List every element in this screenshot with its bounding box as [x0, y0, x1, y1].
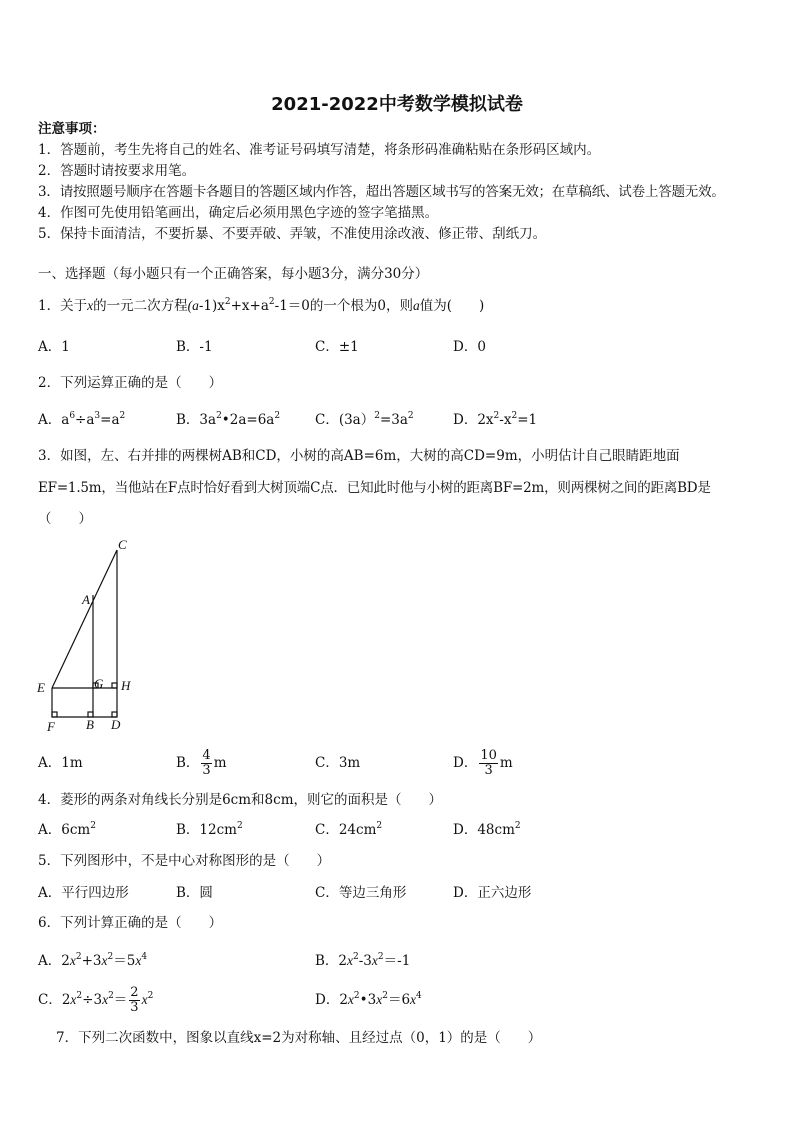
- right-angle-f: [52, 712, 57, 717]
- question-2-option-c: C．$(3a)^2=3a^2$: [315, 411, 414, 428]
- page-title: 2021-2022中考数学模拟试卷: [271, 94, 523, 115]
- question-1-option-d: D．0: [453, 339, 486, 355]
- question-2-option-d: D．$2x^2-x^2=1$: [453, 411, 538, 428]
- tree-geometry-figure: [30, 535, 145, 735]
- question-4-stem: 4．菱形的两条对角线长分别是6cm和8cm，则它的面积是（ ）: [38, 792, 442, 808]
- label-g: G: [94, 676, 104, 691]
- question-6-option-d: D．$2x^2•3x^2=6x^4$: [315, 991, 422, 1008]
- question-1-option-c: C．±1: [315, 339, 359, 355]
- question-5-option-b: B．圆: [176, 885, 213, 901]
- question-2-option-a: A．$a^6\div a^3=a^2$: [38, 411, 126, 428]
- question-4-option-a: A．$6cm^2$: [38, 821, 96, 838]
- question-6-option-a: A．$2x^2+3x^2=5x^4$: [38, 952, 148, 969]
- notice-item-1: 1．答题前，考生先将自己的姓名、准考证号码填写清楚，将条形码准确粘贴在条形码区域内。: [38, 142, 601, 158]
- question-3-option-d: D． $\frac{10}{3}$ m: [453, 748, 513, 778]
- question-2-stem: 2．下列运算正确的是（ ）: [38, 375, 223, 391]
- sight-line-ec: [52, 550, 117, 688]
- label-d: D: [111, 717, 121, 732]
- notice-heading: 注意事项：: [38, 121, 106, 137]
- right-angle-h: [112, 683, 117, 688]
- label-f: F: [47, 719, 55, 734]
- question-1-stem: 1．关于x的一元二次方程$(a-1)x^2+x+a^2-1=0$的一个根为0，则a值为( ): [38, 297, 485, 314]
- question-6-option-c: C．$2x^2\div 3x^2=$ $\frac{2}{3}$ $x^2$: [38, 985, 154, 1015]
- question-3-option-a: A．1m: [38, 755, 83, 771]
- section-heading: 一、选择题（每小题只有一个正确答案，每小题3分，满分30分）: [38, 266, 429, 282]
- question-2-option-b: B．$3a^2•2a=6a^2$: [176, 411, 281, 428]
- question-4-option-b: B．$12cm^2$: [176, 821, 243, 838]
- label-e: E: [37, 680, 45, 695]
- question-3-line-2: EF=1.5m，当他站在F点时恰好看到大树顶端C点．已知此时他与小树的距离BF=2m，则两棵树之间的距离BD是: [38, 480, 711, 496]
- notice-item-5: 5．保持卡面清洁，不要折暴、不要弄破、弄皱，不准使用涂改液、修正带、刮纸刀。: [38, 226, 547, 242]
- label-c: C: [118, 537, 127, 552]
- question-5-option-c: C．等边三角形: [315, 885, 407, 901]
- question-6-stem: 6．下列计算正确的是（ ）: [38, 915, 223, 931]
- question-1-option-a: A．1: [38, 339, 70, 355]
- label-h: H: [121, 678, 131, 693]
- question-4-option-d: D．$48cm^2$: [453, 821, 521, 838]
- question-1-option-b: B．-1: [176, 339, 213, 355]
- question-3-line-1: 3．如图，左、右并排的两棵树AB和CD，小树的高AB=6m，大树的高CD=9m，小明估计自己眼睛距地面: [38, 448, 680, 464]
- notice-item-3: 3．请按照题号顺序在答题卡各题目的答题区域内作答，超出答题区域书写的答案无效；在草稿纸、试卷上答题无效。: [38, 184, 725, 200]
- question-3-option-b: B． $\frac{4}{3}$ m: [176, 748, 227, 778]
- label-b: B: [86, 717, 94, 732]
- question-5-option-d: D．正六边形: [453, 885, 532, 901]
- question-5-option-a: A．平行四边形: [38, 885, 129, 901]
- question-5-stem: 5．下列图形中，不是中心对称图形的是（ ）: [38, 853, 331, 869]
- label-a: A: [82, 592, 90, 607]
- question-3-option-c: C．3m: [315, 755, 361, 771]
- question-7-stem: 7．下列二次函数中，图象以直线x=2为对称轴、且经过点（0，1）的是（ ）: [56, 1030, 542, 1046]
- question-3-line-3: （ ）: [38, 511, 92, 527]
- notice-item-4: 4．作图可先使用铅笔画出，确定后必须用黑色字迹的签字笔描黑。: [38, 205, 439, 221]
- question-4-option-c: C．$24cm^2$: [315, 821, 383, 838]
- question-6-option-b: B．$2x^2-3x^2=-1$: [315, 952, 411, 969]
- notice-item-2: 2．答题时请按要求用笔。: [38, 163, 196, 179]
